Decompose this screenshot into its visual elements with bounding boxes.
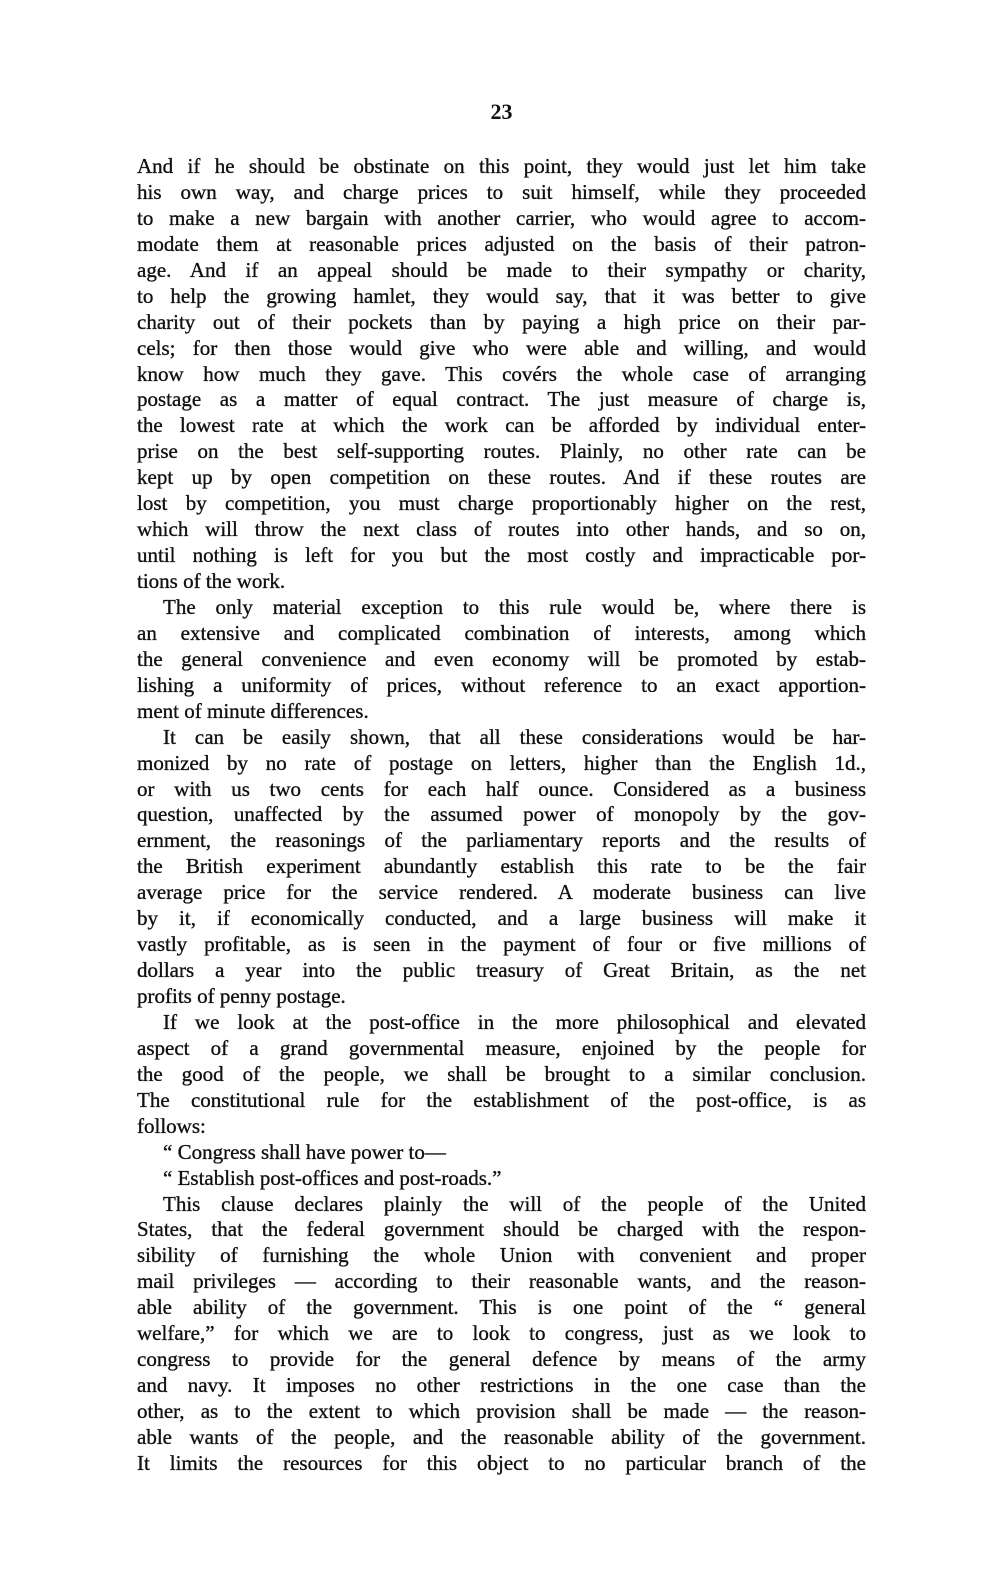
text-line: congress to provide for the general defence by means of the army (137, 1347, 866, 1372)
body-text (137, 154, 866, 1477)
text-line: profits of penny postage. (137, 984, 346, 1008)
text-line: It can be easily shown, that all these considerations would be har- (163, 724, 866, 749)
text-line: vastly profitable, as is seen in the payment of four or five millions of (137, 932, 866, 957)
text-line: monized by no rate of postage on letters, higher than the English 1d., (137, 750, 866, 775)
text-line: charity out of their pockets than by paying a high price on their par- (137, 309, 866, 334)
text-line: ment of minute differences. (137, 698, 369, 723)
text-line: welfare,” for which we are to look to congress, just as we look to (137, 1321, 866, 1346)
text-line: States, that the federal government should be charged with the respon- (137, 1217, 866, 1242)
text-line: average price for the service rendered. A moderate business can live (137, 880, 866, 905)
text-line: prise on the best self-supporting routes. Plainly, no other rate can be (137, 439, 866, 464)
text-line: and navy. It imposes no other restrictions in the one case than the (137, 1373, 866, 1398)
text-line: The only material exception to this rule would be, where there is (163, 594, 866, 619)
text-line: And if he should be obstinate on this point, they would just let him take (137, 154, 866, 178)
text-line: lishing a uniformity of prices, without reference to an exact apportion- (137, 672, 866, 697)
text-line: It limits the resources for this object to no particular branch of the (137, 1450, 866, 1475)
text-line: able wants of the people, and the reasonable ability of the government. (137, 1424, 866, 1449)
text-line: modate them at reasonable prices adjusted on the basis of their patron- (137, 231, 866, 256)
text-line: The constitutional rule for the establishment of the post-office, is as (137, 1087, 866, 1112)
text-line: lost by competition, you must charge proportionably higher on the rest, (137, 491, 866, 516)
text-line: his own way, and charge prices to suit himself, while they proceeded (137, 179, 866, 204)
text-line: the lowest rate at which the work can be afforded by individual enter- (137, 413, 866, 438)
text-line: mail privileges — according to their reasonable wants, and the reason- (137, 1269, 866, 1294)
text-line: or with us two cents for each half ounce. Considered as a business (137, 776, 866, 801)
text-line: other, as to the extent to which provision shall be made — the reason- (137, 1399, 866, 1423)
text-line: an extensive and complicated combination of interests, among which (137, 620, 866, 645)
text-line: dollars a year into the public treasury of Great Britain, as the net (137, 958, 866, 983)
text-line: This clause declares plainly the will of the people of the United (163, 1191, 866, 1216)
text-line: to help the growing hamlet, they would say, that it was better to give (137, 283, 866, 308)
text-line: ernment, the reasonings of the parliamentary reports and the results of (137, 828, 866, 853)
text-line: kept up by open competition on these routes. And if these routes are (137, 465, 866, 490)
text-line: tions of the work. (137, 569, 286, 593)
text-line: postage as a matter of equal contract. The just measure of charge is, (137, 387, 866, 412)
text-line: by it, if economically conducted, and a large business will make it (137, 906, 866, 931)
text-line: cels; for then those would give who were able and willing, and would (137, 335, 866, 360)
text-line: If we look at the post-office in the more philosophical and elevated (163, 1009, 866, 1034)
text-line: the good of the people, we shall be brought to a similar conclusion. (137, 1061, 866, 1086)
text-line: “ Congress shall have power to— (163, 1139, 446, 1164)
text-line: age. And if an appeal should be made to their sympathy or charity, (137, 257, 866, 282)
text-line: to make a new bargain with another carrier, who would agree to accom- (137, 205, 866, 230)
text-line: until nothing is left for you but the most costly and impracticable por- (137, 543, 866, 568)
text-line: “ Establish post-offices and post-roads.” (163, 1165, 502, 1190)
text-line: able ability of the government. This is one point of the “ general (137, 1295, 866, 1320)
text-line: follows: (137, 1113, 206, 1138)
text-line: aspect of a grand governmental measure, enjoined by the people for (137, 1035, 866, 1060)
text-line: the general convenience and even economy will be promoted by estab- (137, 646, 866, 671)
text-line: know how much they gave. This covérs the whole case of arranging (137, 361, 866, 386)
text-line: which will throw the next class of routes into other hands, and so on, (137, 517, 866, 542)
text-line: the British experiment abundantly establish this rate to be the fair (137, 854, 866, 879)
text-line: sibility of furnishing the whole Union with convenient and proper (137, 1243, 866, 1268)
page-number: 23 (490, 99, 513, 124)
text-line: question, unaffected by the assumed power of monopoly by the gov- (137, 802, 866, 827)
